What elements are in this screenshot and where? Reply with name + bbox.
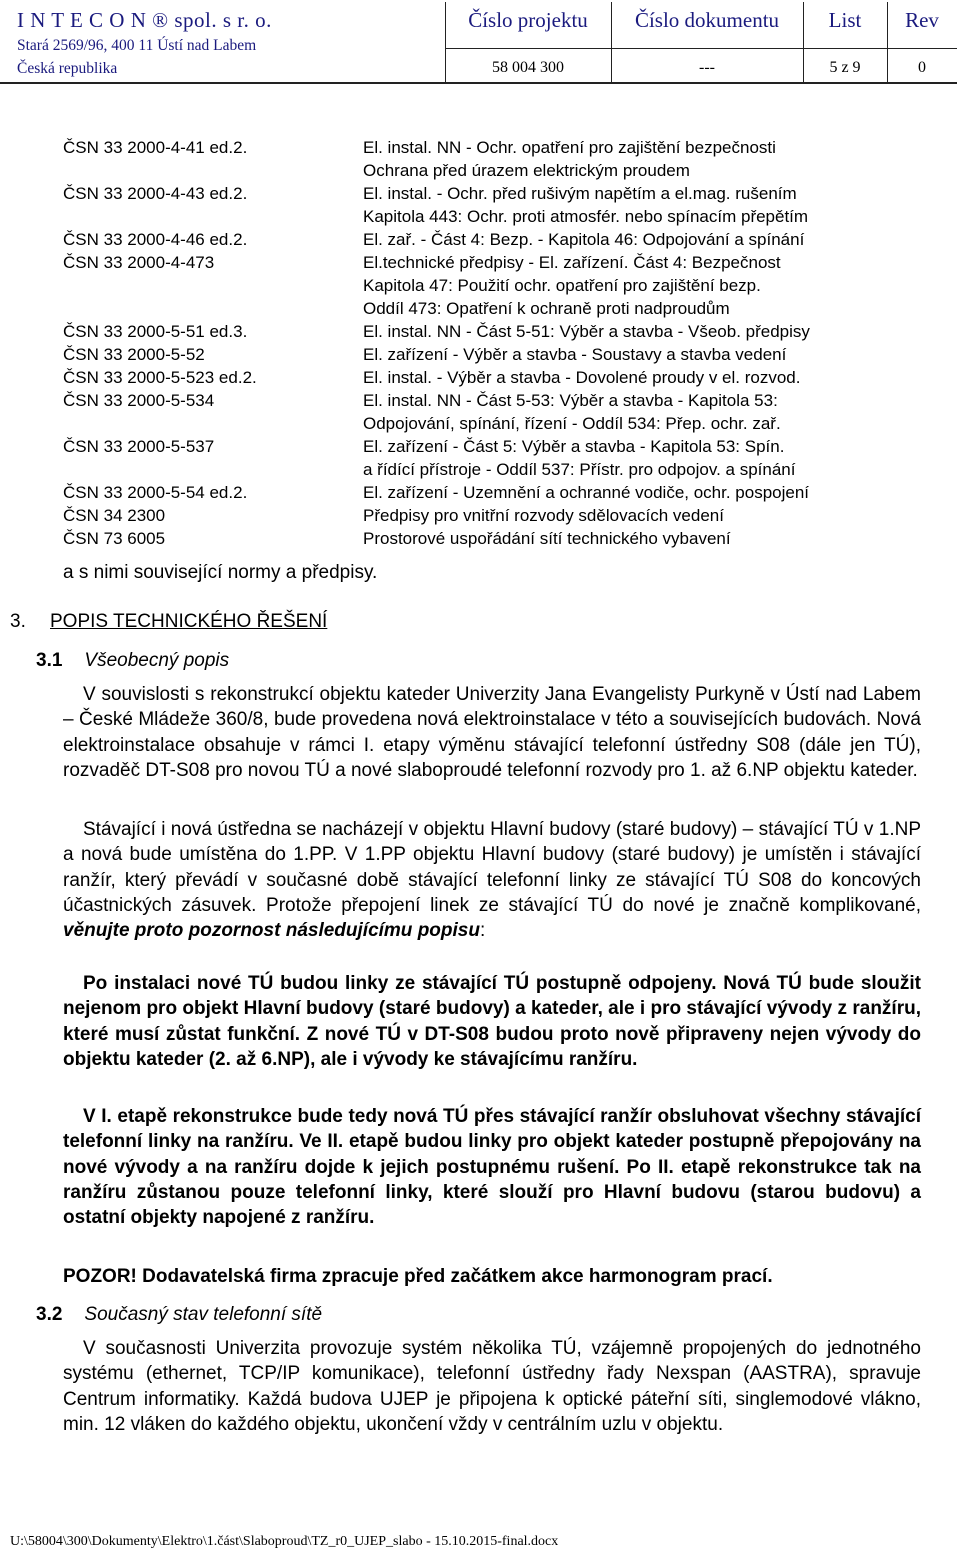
norm-description-line: El. instal. NN - Část 5-51: Výběr a stavba - Všeob. předpisy	[363, 322, 810, 341]
norm-code: ČSN 33 2000-5-523 ed.2.	[63, 368, 257, 387]
norm-description-line: El. instal. NN - Ochr. opatření pro zajištění bezpečnosti	[363, 138, 776, 157]
norm-description	[363, 481, 923, 504]
section-title: POPIS TECHNICKÉHO ŘEŠENÍ	[50, 611, 328, 632]
norm-description-line: El. zař. - Část 4: Bezp. - Kapitola 46: Odpojování a spínání	[363, 230, 805, 249]
norm-item	[63, 389, 923, 435]
subsection-heading	[36, 1304, 322, 1326]
subsection-number: 3.2	[36, 1304, 63, 1325]
company-country: Česká republika	[17, 60, 118, 77]
norm-description-line: El. zařízení - Uzemnění a ochranné vodiče, ochr. pospojení	[363, 483, 810, 502]
norm-description-line: El. instal. NN - Část 5-53: Výběr a stavba - Kapitola 53:	[363, 391, 778, 410]
project-number: 58 004 300	[492, 59, 564, 76]
norm-code: ČSN 73 6005	[63, 529, 166, 548]
norm-item	[63, 343, 923, 366]
norm-description	[363, 136, 923, 182]
norm-description-line: Prostorové uspořádání sítí technického vybavení	[363, 529, 731, 548]
revision-number: 0	[918, 59, 926, 76]
norm-item	[63, 366, 923, 389]
norm-description-line: Odpojování, spínání, řízení - Oddíl 534: Přep. ochr. zař.	[363, 414, 781, 433]
norm-code: ČSN 34 2300	[63, 506, 166, 525]
file-path-footer: U:\58004\300\Dokumenty\Elektro\1.část\Slaboproud\TZ_r0_UJEP_slabo - 15.10.2015-final.docx	[10, 1534, 559, 1549]
revision-label: Rev	[905, 8, 939, 32]
subsection-heading	[36, 650, 229, 672]
company-address: Stará 2569/96, 400 11 Ústí nad Labem	[17, 37, 257, 54]
norm-description-line: Kapitola 443: Ochr. proti atmosfér. nebo spínacím přepětím	[363, 207, 809, 226]
project-number-label: Číslo projektu	[468, 8, 588, 32]
norm-description	[363, 435, 923, 481]
paragraph: V souvislosti s rekonstrukcí objektu kateder Univerzity Jana Evangelisty Purkyně v Ústí nad Labem – České Mládeže 360/8, bude provedena nová elektroinstalace v této a souvisejících budovách. Nová elektroinstalace obsahuje v rámci I. etapy výměnu stávající telefonní ústředny S08 (dále jen TÚ), rozvaděč DT-S08 pro novou TÚ a nové slaboproudé telefonní rozvody pro 1. až 6.NP objektu kateder.	[63, 684, 921, 781]
emphasis-text: věnujte proto pozornost následujícímu popisu	[63, 920, 480, 942]
norm-code: ČSN 33 2000-4-43 ed.2.	[63, 184, 248, 203]
paragraph: Po instalaci nové TÚ budou linky ze stávající TÚ postupně odpojeny. Nová TÚ bude sloužit nejenom pro objekt Hlavní budovy (staré budovy) a kateder, ale i pro stávající vývody z ranžíru, které musí zůstat funkční. Z nové TÚ v DT-S08 budou proto nově připraveny nejen vývody do objektu kateder (2. až 6.NP), ale i vývody ke stávajícímu ranžíru.	[63, 973, 921, 1070]
norm-code: ČSN 33 2000-4-41 ed.2.	[63, 138, 248, 157]
norm-description-line: Ochrana před úrazem elektrickým proudem	[363, 161, 690, 180]
norm-item	[63, 251, 923, 320]
header-bottom-rule	[0, 82, 957, 84]
norm-item	[63, 182, 923, 228]
norm-description	[363, 527, 923, 550]
norm-description-line: Kapitola 47: Použití ochr. opatření pro zajištění bezp.	[363, 276, 761, 295]
norm-description	[363, 343, 923, 366]
subsection-title: Všeobecný popis	[84, 650, 230, 671]
document-header	[3, 2, 957, 82]
norms-list	[63, 136, 923, 550]
sheet-number: 5 z 9	[829, 59, 861, 76]
subsection-title: Současný stav telefonní sítě	[84, 1304, 323, 1325]
paragraph: V současnosti Univerzita provozuje systém několika TÚ, vzájemně propojených do jednotného systému (ethernet, TCP/IP komunikace), telefonní ústředny řady Nexspan (AASTRA), spravuje Centrum informatiky. Každá budova UJEP je připojena k optické páteřní síti, singlemodové vlákno, min. 12 vláken do každého objektu, ukončení vždy v centrálním uzlu v objektu.	[63, 1338, 921, 1435]
norm-description-line: El.technické předpisy - El. zařízení. Část 4: Bezpečnost	[363, 253, 781, 272]
norms-note: a s nimi související normy a předpisy.	[63, 562, 378, 583]
norm-code: ČSN 33 2000-5-534	[63, 391, 215, 410]
header-divider	[445, 48, 957, 49]
paragraph-text: :	[479, 920, 486, 942]
company-name: I N T E C O N ® spol. s r. o.	[17, 8, 272, 32]
norm-description-line: a řídící přístroje - Oddíl 537: Přístr. pro odpojov. a spínání	[363, 460, 796, 479]
norm-code: ČSN 33 2000-5-51 ed.3.	[63, 322, 248, 341]
paragraph: V I. etapě rekonstrukce bude tedy nová TÚ přes stávající ranžír obsluhovat všechny stávající telefonní linky na ranžíru. Ve II. etapě budou linky pro objekt kateder postupně přepojovány na nové vývody a na ranžíru dojde k jejich postupnému rušení. Po II. etapě rekonstrukce tak na ranžíru zůstanou pouze telefonní linky, které slouží pro Hlavní budovu (starou budovu) a ostatní objekty napojené z ranžíru.	[63, 1106, 921, 1229]
norm-description	[363, 320, 923, 343]
document-number: ---	[699, 59, 715, 76]
norm-code: ČSN 33 2000-5-54 ed.2.	[63, 483, 248, 502]
section-number: 3.	[10, 611, 26, 632]
norm-description	[363, 182, 923, 228]
norm-description-line: El. instal. - Ochr. před rušivým napětím a el.mag. rušením	[363, 184, 797, 203]
norm-item	[63, 136, 923, 182]
norm-description-line: Předpisy pro vnitřní rozvody sdělovacích vedení	[363, 506, 724, 525]
norm-description-line: El. instal. - Výběr a stavba - Dovolené proudy v el. rozvod.	[363, 368, 801, 387]
norm-code: ČSN 33 2000-5-537	[63, 437, 215, 456]
norm-code: ČSN 33 2000-4-473	[63, 253, 215, 272]
norm-item	[63, 527, 923, 550]
norm-description-line: El. zařízení - Část 5: Výběr a stavba - Kapitola 53: Spín.	[363, 437, 785, 456]
norm-description	[363, 228, 923, 251]
norm-item	[63, 320, 923, 343]
sheet-label: List	[828, 8, 862, 32]
paragraph	[63, 817, 921, 943]
subsection-number: 3.1	[36, 650, 63, 671]
norm-item	[63, 435, 923, 481]
norm-description-line: El. zařízení - Výběr a stavba - Soustavy a stavba vedení	[363, 345, 787, 364]
paragraph-text: Stávající i nová ústředna se nacházejí v objektu Hlavní budovy (staré budovy) – stávající TÚ v 1.NP a nová bude umístěna do 1.PP. V 1.PP objektu Hlavní budovy (staré budovy) je umístěn i stávající ranžír, který převádí v současné době stávající telefonní linky ze stávající TÚ S08 do koncových účastnických zásuvek. Protože přepojení linek ze stávající TÚ do nové je značně komplikované,	[63, 819, 921, 916]
warning-paragraph: POZOR! Dodavatelská firma zpracuje před začátkem akce harmonogram prací.	[63, 1266, 773, 1287]
norm-description-line: Oddíl 473: Opatření k ochraně proti nadproudům	[363, 299, 730, 318]
norm-description	[363, 504, 923, 527]
norm-code: ČSN 33 2000-4-46 ed.2.	[63, 230, 248, 249]
norm-item	[63, 481, 923, 504]
norm-code: ČSN 33 2000-5-52	[63, 345, 205, 364]
norm-description	[363, 366, 923, 389]
norm-item	[63, 504, 923, 527]
norm-description	[363, 389, 923, 435]
document-number-label: Číslo dokumentu	[634, 8, 780, 32]
norm-description	[363, 251, 923, 320]
norm-item	[63, 228, 923, 251]
